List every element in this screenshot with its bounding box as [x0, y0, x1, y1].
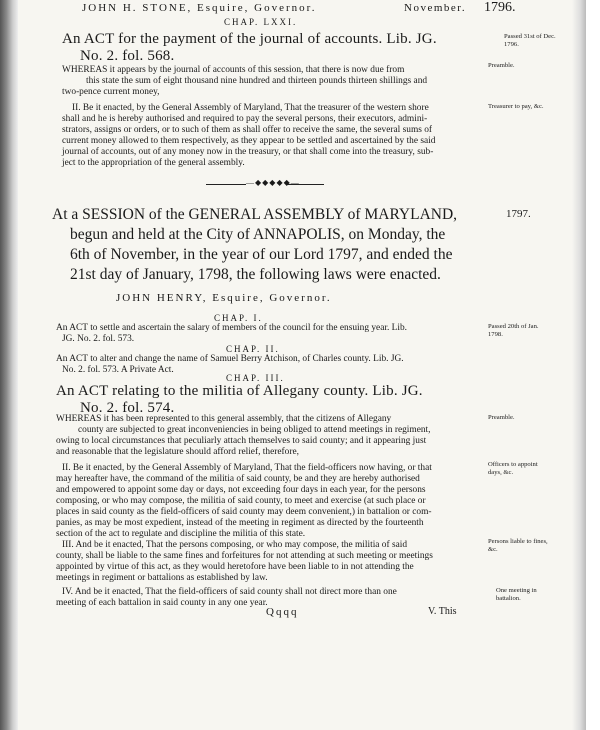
catchword: V. This [428, 606, 457, 617]
chap-ii-line: An ACT to alter and change the name of Samuel Berry Atchison, of Charles county. Lib. JG. [56, 354, 404, 364]
book-gutter-shadow [0, 0, 18, 730]
chap-lxxi-title-line1: An ACT for the payment of the journal of accounts. Lib. JG. [62, 31, 437, 47]
margin-note-officers: Officers to appoint days, &c. [488, 461, 538, 476]
running-head-month: November. [404, 2, 467, 14]
chap-iii-heading: CHAP. III. [226, 373, 285, 383]
chap-lxxi-preamble-line: two-pence current money, [62, 87, 160, 97]
running-head-year: 1796. [484, 0, 516, 15]
margin-note-one-meeting: One meeting in battalion. [496, 587, 537, 602]
chap-lxxi-title-line2: No. 2. fol. 568. [80, 48, 175, 64]
chap-i-heading: CHAP. I. [214, 313, 263, 323]
margin-note-persons-liable: Persons liable to fines, &c. [488, 538, 548, 553]
chap-iii-section3-line: meetings in regiment or battalions as established by law. [56, 573, 268, 583]
chap-iii-section2-line: panies, as may be most expedient, instead of the meeting in regiment as directed by the fourteenth [56, 518, 424, 528]
chap-i-line: JG. No. 2. fol. 573. [62, 334, 135, 344]
signature-mark: Qqqq [266, 606, 299, 618]
chap-iii-section2-line: section of the act to regulate and discipline the militia of this state. [56, 529, 306, 539]
chap-lxxi-heading: CHAP. LXXI. [224, 17, 298, 27]
margin-note-preamble-iii: Preamble. [488, 414, 515, 421]
session-heading-line: begun and held at the City of ANNAPOLIS, on Monday, the [70, 226, 446, 243]
chap-lxxi-enact-line: strators, assigns or orders, or to such of them as shall offer to receive the same, the several sums of [62, 125, 433, 135]
chap-lxxi-enact-line: shall and he is hereby authorised and required to pay the several persons, their executors, admini- [62, 114, 428, 124]
chap-iii-section2-line: may hereafter have, the command of the militia of said county, be and they are hereby authorised [56, 474, 420, 484]
session-heading-line: 6th of November, in the year of our Lord 1797, and ended the [70, 246, 453, 263]
chap-i-line: An ACT to settle and ascertain the salary of members of the council for the ensuing year. Lib. [56, 323, 408, 333]
chap-lxxi-enact-line: II. Be it enacted, by the General Assembly of Maryland, That the treasurer of the western shore [72, 103, 429, 113]
session-year-margin: 1797. [506, 208, 531, 220]
chap-iii-preamble-line: owing to local circumstances that peculiarly attach themselves to said county; and it appearing just [56, 436, 427, 446]
running-head: JOHN H. STONE, Esquire, Governor. [82, 2, 317, 14]
document-page [18, 0, 586, 730]
chap-lxxi-enact-line: ject to the appropriation of the general assembly. [62, 158, 245, 168]
chap-iii-preamble-line: and reasonable that the legislature should afford relief, therefore, [56, 447, 299, 457]
chap-iii-section4-line: IV. And be it enacted, That the field-officers of said county shall not direct more than one [62, 587, 397, 597]
chap-iii-title-line1: An ACT relating to the militia of Allegany county. Lib. JG. [56, 383, 423, 399]
chap-iii-section2-line: and empowered to appoint some day or days, not exceeding four days in each year, for the persons [56, 485, 426, 495]
chap-ii-heading: CHAP. II. [226, 344, 280, 354]
chap-lxxi-enact-line: current money allowed to them respectively, as they appear to be settled and ascertained by the said [62, 136, 436, 146]
page-edge-shadow [572, 0, 586, 730]
chap-iii-section3-line: appointed by virtue of this act, as they would heretofore have been liable to in not attending the [56, 562, 414, 572]
session-heading-line: 21st day of January, 1798, the following laws were enacted. [70, 266, 441, 283]
chap-iii-section4-line: meeting of each battalion in said county in any one year. [56, 598, 268, 608]
chap-lxxi-enact-line: journal of accounts, out of any money now in the treasury, or that shall come into the treasury, sub- [62, 147, 434, 157]
session-governor: JOHN HENRY, Esquire, Governor. [116, 292, 332, 304]
chap-iii-section3-line: III. And be it enacted, That the persons composing, or who may compose, the militia of said [62, 540, 408, 550]
chap-iii-preamble-line: WHEREAS it has been represented to this general assembly, that the citizens of Allegany [56, 414, 392, 424]
chap-iii-section2-line: places in said county as the field-officers of said county may deem convenient,) in battalion or com- [56, 507, 432, 517]
chap-lxxi-preamble-line: this state the sum of eight thousand nine hundred and thirteen pounds thirteen shillings and [86, 76, 428, 86]
session-heading-line: At a SESSION of the GENERAL ASSEMBLY of MARYLAND, [52, 206, 458, 223]
chap-iii-preamble-line: county are subjected to great inconveniencies in being obliged to attend meetings in regiment, [78, 425, 431, 435]
margin-note-passed: Passed 31st of Dec. 1796. [504, 33, 556, 48]
margin-note-treasurer: Treasurer to pay, &c. [488, 103, 544, 110]
chap-iii-title-line2: No. 2. fol. 574. [80, 400, 175, 416]
chap-iii-section3-line: county, shall be liable to the same fines and forfeitures for not attending at such meeting or meetings [56, 551, 433, 561]
chap-iii-section2-line: composing, or who may compose, the militia of said county, to meet and exercise (at such place or [56, 496, 426, 506]
chap-lxxi-preamble-line: WHEREAS it appears by the journal of accounts of this session, that there is now due from [62, 65, 405, 75]
section-divider-ornament: —◆◆◆◆◆— [246, 178, 300, 187]
margin-note-passed-1798: Passed 20th of Jan. 1798. [488, 323, 539, 338]
chap-ii-line: No. 2. fol. 573. A Private Act. [62, 365, 174, 375]
chap-iii-section2-line: II. Be it enacted, by the General Assembly of Maryland, That the field-officers now having, or that [62, 463, 432, 473]
margin-note-preamble: Preamble. [488, 62, 515, 69]
